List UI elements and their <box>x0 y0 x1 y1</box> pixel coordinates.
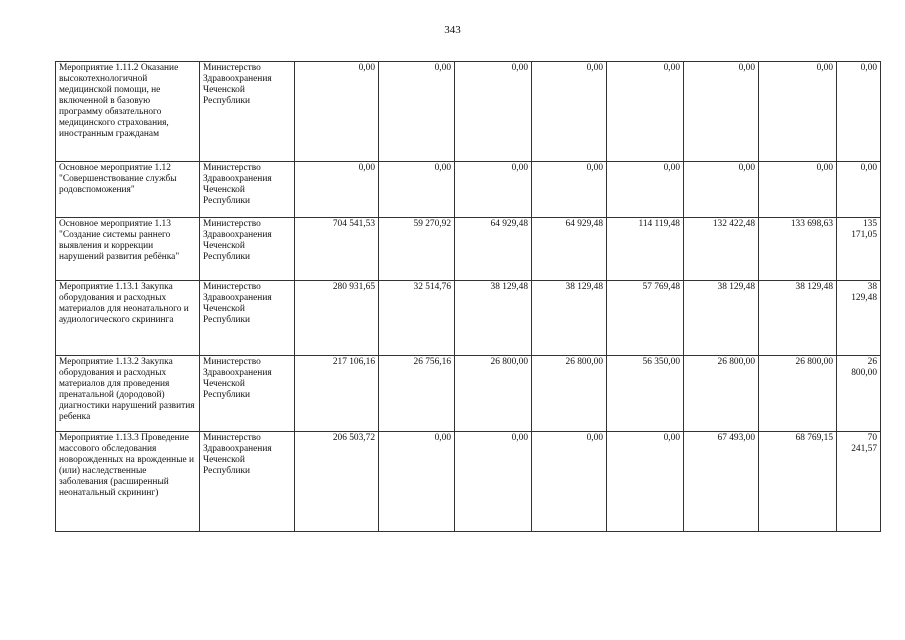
amount-cell: 0,00 <box>837 162 881 218</box>
amount-cell: 0,00 <box>455 162 532 218</box>
amount-cell: 0,00 <box>295 162 379 218</box>
amount-cell: 57 769,48 <box>607 281 684 356</box>
amount-cell: 217 106,16 <box>295 356 379 432</box>
amount-cell: 26 800,00 <box>532 356 607 432</box>
amount-cell: 64 929,48 <box>455 218 532 281</box>
amount-cell: 59 270,92 <box>379 218 455 281</box>
amount-cell: 206 503,72 <box>295 432 379 532</box>
amount-cell: 0,00 <box>607 432 684 532</box>
page-number: 343 <box>444 24 461 36</box>
amount-cell: 0,00 <box>379 62 455 162</box>
amount-cell: 68 769,15 <box>759 432 837 532</box>
amount-cell: 132 422,48 <box>684 218 759 281</box>
measure-name: Мероприятие 1.13.1 Закупка оборудования и расходных материалов для неонатального и аудиологического скрининга <box>56 281 200 356</box>
amount-cell: 67 493,00 <box>684 432 759 532</box>
measure-name: Основное мероприятие 1.13 "Создание системы раннего выявления и коррекции нарушений развития ребёнка" <box>56 218 200 281</box>
amount-cell: 0,00 <box>455 432 532 532</box>
amount-cell: 26 800,00 <box>759 356 837 432</box>
amount-cell: 0,00 <box>455 62 532 162</box>
amount-cell: 0,00 <box>759 62 837 162</box>
amount-cell: 704 541,53 <box>295 218 379 281</box>
responsible-org: Министерство Здравоохранения Чеченской Республики <box>200 281 295 356</box>
amount-cell: 0,00 <box>532 162 607 218</box>
measure-name: Мероприятие 1.11.2 Оказание высокотехнологичной медицинской помощи, не включенной в базовую программу обязательного медицинского страхования, иностранным гражданам <box>56 62 200 162</box>
amount-cell: 0,00 <box>607 62 684 162</box>
measure-name: Мероприятие 1.13.2 Закупка оборудования и расходных материалов для проведения пренатальной (дородовой) диагностики нарушений развития ребенка <box>56 356 200 432</box>
amount-cell: 133 698,63 <box>759 218 837 281</box>
amount-cell: 114 119,48 <box>607 218 684 281</box>
table-row <box>56 281 881 356</box>
amount-cell: 0,00 <box>295 62 379 162</box>
amount-cell: 280 931,65 <box>295 281 379 356</box>
amount-cell: 38 129,48 <box>532 281 607 356</box>
table-row <box>56 356 881 432</box>
responsible-org: Министерство Здравоохранения Чеченской Республики <box>200 356 295 432</box>
amount-cell: 26 800,00 <box>837 356 881 432</box>
amount-cell: 0,00 <box>684 162 759 218</box>
responsible-org: Министерство Здравоохранения Чеченской Республики <box>200 62 295 162</box>
amount-cell: 38 129,48 <box>759 281 837 356</box>
amount-cell: 0,00 <box>759 162 837 218</box>
amount-cell: 0,00 <box>607 162 684 218</box>
amount-cell: 26 800,00 <box>455 356 532 432</box>
amount-cell: 26 756,16 <box>379 356 455 432</box>
amount-cell: 0,00 <box>532 62 607 162</box>
amount-cell: 0,00 <box>684 62 759 162</box>
responsible-org: Министерство Здравоохранения Чеченской Республики <box>200 162 295 218</box>
amount-cell: 38 129,48 <box>455 281 532 356</box>
amount-cell: 56 350,00 <box>607 356 684 432</box>
table-row <box>56 162 881 218</box>
amount-cell: 135 171,05 <box>837 218 881 281</box>
table-row <box>56 432 881 532</box>
amount-cell: 0,00 <box>379 162 455 218</box>
amount-cell: 0,00 <box>837 62 881 162</box>
amount-cell: 0,00 <box>379 432 455 532</box>
amount-cell: 70 241,57 <box>837 432 881 532</box>
responsible-org: Министерство Здравоохранения Чеченской Республики <box>200 218 295 281</box>
amount-cell: 26 800,00 <box>684 356 759 432</box>
responsible-org: Министерство Здравоохранения Чеченской Республики <box>200 432 295 532</box>
table-row <box>56 218 881 281</box>
table-row <box>56 62 881 162</box>
measure-name: Основное мероприятие 1.12 "Совершенствование службы родовспоможения" <box>56 162 200 218</box>
budget-table <box>55 61 881 532</box>
amount-cell: 38 129,48 <box>837 281 881 356</box>
amount-cell: 0,00 <box>532 432 607 532</box>
measure-name: Мероприятие 1.13.3 Проведение массового обследования новорожденных на врожденные и (или) наследственные заболевания (расширенный неонатальный скрининг) <box>56 432 200 532</box>
amount-cell: 64 929,48 <box>532 218 607 281</box>
amount-cell: 38 129,48 <box>684 281 759 356</box>
amount-cell: 32 514,76 <box>379 281 455 356</box>
